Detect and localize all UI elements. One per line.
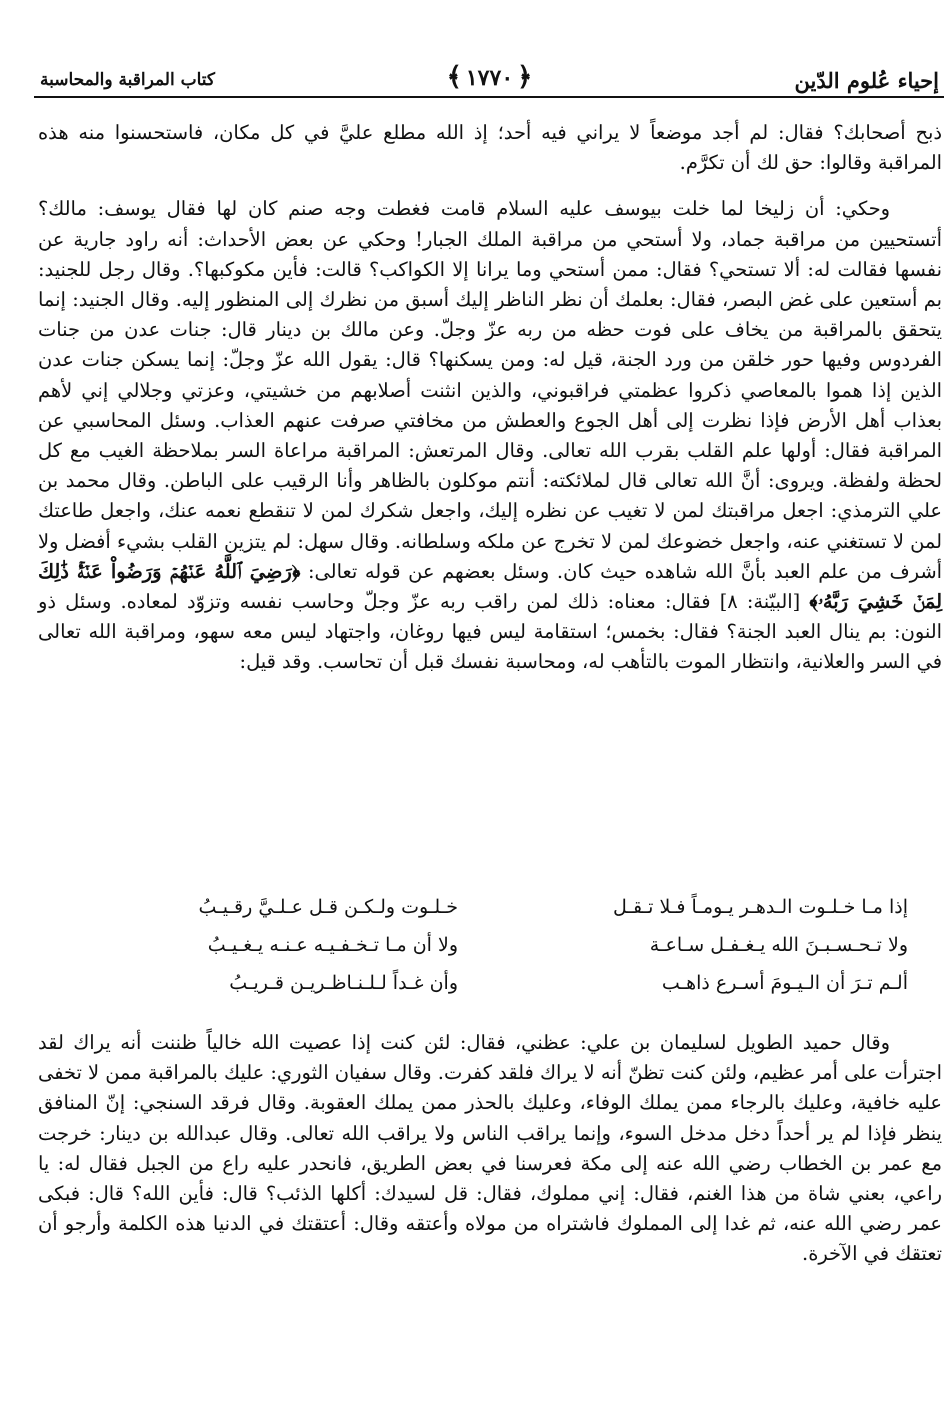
quran-verse: ﴿رَضِيَ ٱللَّهُ عَنۡهُمۡ وَرَضُواْ عَنۡهُۚ ذَٰلِكَ لِمَنۡ خَشِيَ رَبَّهُۥ﴾ [38,559,943,614]
poem-second-hemistich: خـلـوت ولـكـن قـل عـلـيَّ رقـيـبُ [198,896,458,918]
poem [58,896,908,1010]
closing-text [38,1028,942,1270]
main-text [38,118,942,678]
poem-verse [58,896,908,934]
paragraph-main-continued: [البيّنة: ٨] فقال: معناه: ذلك لمن راقب ربه عزّ وجلّ وحاسب نفسه وتزوّد لمعاده. وسئل ذو النون: بم ينال العبد الجنة؟ فقال: بخمس؛ استقامة ليس فيها روغان، واجتهاد ليس معه سهو، ومراقبة الله تعالى في السر والعلانية، وانتظار الموت بالتأهب له، ومحاسبة نفسك قبل أن تحاسب. وقد قيل: [38,590,942,674]
header-divider [34,96,944,98]
page-number: ١٧٧٠ [465,65,514,91]
paragraph-closing: وقال حميد الطويل لسليمان بن علي: عظني، فقال: لئن كنت إذا عصيت الله خالياً ظننت أنه يراك لقد اجترأت على أمر عظيم، ولئن كنت تظنّ أنه لا يراك فلقد كفرت. وقال سفيان الثوري: عليك بالمراقبة ممن لا تخفى عليه خافية، وعليك بالرجاء ممن يملك الوفاء، وعليك بالحذر ممن يملك العقوبة. وقال فرقد السنجي: إنّ المنافق ينظر فإذا لم ير أحداً دخل مدخل السوء، وإنما يراقب الناس ولا يراقب الله تعالى. وقال عبدالله بن دينار: خرجت مع عمر بن الخطاب رضي الله عنه إلى مكة فعرسنا في بعض الطريق، فانحدر عليه راع من الجبل فقال له: يا راعي، بعني شاة من هذا الغنم، فقال: إني مملوك، فقال: قل لسيدك: أكلها الذئب؟ قال: فأين الله؟ قال: فبكى عمر رضي الله عنه، ثم غدا إلى المملوك فاشتراه من مولاه وأعتقه وقال: أعتقتك في الدنيا هذه الكلمة وأرجو أن تعتقك في الآخرة. [38,1031,942,1266]
paragraph-main [38,194,942,677]
book-title: إحياء عُلوم الدّين [794,68,939,93]
poem-verse [58,972,908,1010]
paragraph-opening: ذبح أصحابك؟ فقال: لم أجد موضعاً لا يراني فيه أحد؛ إذ الله مطلع عليَّ في كل مكان، فاستحسنوا منه هذه المراقبة وقالوا: حق لك أن تكرَّم. [38,121,942,175]
page-number-block [443,62,537,92]
ornament-right-icon: ﴿ [517,62,533,92]
ornament-left-icon: ﴾ [446,62,462,92]
poem-first-hemistich: ألـم تـرَ أن الـيـومَ أسـرع ذاهـب [661,972,908,994]
section-title: كتاب المراقبة والمحاسبة [40,70,216,90]
poem-second-hemistich: ولا أن مـا تـخـفـيـه عـنـه يـغـيـبُ [207,934,458,956]
poem-first-hemistich: إذا مـا خـلـوت الـدهـر يـومـاً فـلا تـقـل [613,896,908,918]
poem-first-hemistich: ولا تـحـسـبـنَ الله يـغـفـل سـاعـة [649,934,908,956]
poem-verse [58,934,908,972]
poem-second-hemistich: وأن غـداً لـلـنـاظـريـن قـريـبُ [229,972,458,994]
paragraph-main-text: وحكي: أن زليخا لما خلت بيوسف عليه السلام قامت فغطت وجه صنم كان لها فقال يوسف: مالك؟ أتستحيين من مراقبة جماد، ولا أستحي من مراقبة الملك الجبار! وحكي عن بعض الأحداث: أنه راود جارية عن نفسها فقالت له: ألا تستحي؟ فقال: ممن أستحي وما يرانا إلا الكواكب؟ قالت: فأين مكوكبها؟. وقال رجل للجنيد: بم أستعين على غض البصر، فقال: بعلمك أن نظر الناظر إليك أسبق من نظرك إلى المنظور إليه. وقال الجنيد: إنما يتحقق بالمراقبة من يخاف على فوت حظه من ربه عزّ وجلّ. وعن مالك بن دينار قال: جنات عدن من جنات الفردوس وفيها حور خلقن من ورد الجنة، قيل له: ومن يسكنها؟ قال: يقول الله عزّ وجلّ: إنما يسكن جنات عدن الذين إذا هموا بالمعاصي ذكروا عظمتي فراقبوني، والذين انثنت أصلابهم من خشيتي، وعزتي وجلالي إني لأهم بعذاب أهل الأرض فإذا نظرت إلى أهل الجوع والعطش من مخافتي صرفت عنهم العذاب. وسئل المحاسبي عن المراقبة فقال: أولها علم القلب بقرب الله تعالى. وقال المرتعش: المراقبة مراعاة السر بملاحظة الغيب مع كل لحظة ولفظة. ويروى: أنَّ الله تعالى قال لملائكته: أنتم موكلون بالظاهر وأنا الرقيب على الباطن. وقال محمد بن علي الترمذي: اجعل مراقبتك لمن لا تغيب عن نظره إليك، واجعل شكرك لمن لا تنقطع نعمه عنك، واجعل طاعتك لمن لا تستغني عنه، واجعل خضوعك لمن لا تخرج عن ملكه وسلطانه. وقال سهل: لم يتزين القلب بشيء أفضل ولا أشرف من علم العبد بأنَّ الله شاهده حيث كان. وسئل بعضهم عن قوله تعالى: [38,197,942,583]
